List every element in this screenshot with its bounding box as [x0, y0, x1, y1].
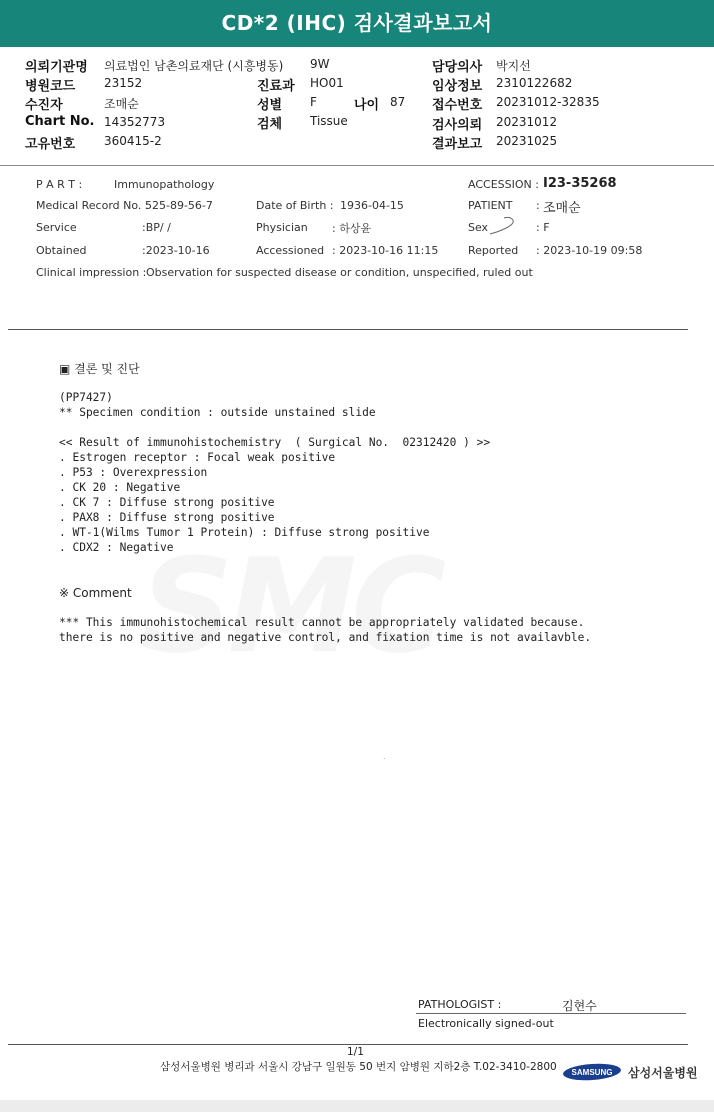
ihc-result-header: << Result of immunohistochemistry ( Surgical No. 02312420 ) >>: [59, 436, 491, 449]
ihc-result-line: . PAX8 : Diffuse strong positive: [59, 511, 275, 524]
accessioned-label: Accessioned: [256, 244, 325, 257]
sex-label: 성별: [257, 98, 283, 113]
dob-value: 1936-04-15: [340, 199, 404, 212]
obtained-label: Obtained: [36, 244, 87, 257]
reported-value: : 2023-10-19 09:58: [536, 244, 643, 257]
report-patient-label: PATIENT: [468, 199, 513, 212]
watermark-logo: [140, 530, 440, 682]
clinical-impression-label: Clinical impression :: [36, 266, 147, 279]
mrn-value: 525-89-56-7: [145, 199, 213, 212]
dot-mark: .: [383, 752, 386, 761]
receipt-label: 접수번호: [432, 98, 483, 113]
request-value: 20231012: [496, 115, 558, 129]
chart-value: 14352773: [104, 115, 166, 129]
mrn-label: Medical Record No. :: [36, 199, 149, 212]
institution-label: 의뢰기관명: [25, 60, 88, 75]
comment-heading: ※ Comment: [59, 586, 132, 600]
page-bottom-band: [0, 1100, 714, 1112]
section-heading: ▣ 결론 및 진단: [59, 362, 140, 376]
result-value: 20231025: [496, 134, 558, 148]
pp-number: (PP7427): [59, 391, 113, 404]
physician-value: : 하상윤: [332, 222, 372, 235]
pathologist-name: 김현수: [562, 999, 597, 1013]
clinical-impression-value: Observation for suspected disease or condition, unspecified, ruled out: [146, 266, 533, 279]
accessioned-value: : 2023-10-16 11:15: [332, 244, 439, 257]
part-value: Immunopathology: [114, 178, 215, 191]
patient-label: 수진자: [25, 98, 63, 113]
ihc-result-line: . Estrogen receptor : Focal weak positive: [59, 451, 336, 464]
patient-value: 조매순: [104, 97, 139, 111]
report-sex-value: : F: [536, 221, 550, 234]
samsung-logo-text: SAMSUNG: [571, 1068, 613, 1077]
physician-label: Physician: [256, 221, 308, 234]
page-number: 1/1: [347, 1046, 364, 1058]
accession-label: ACCESSION :: [468, 178, 539, 191]
dept-label: 진료과: [257, 79, 295, 94]
dept-value: HO01: [310, 76, 344, 90]
ihc-result-line: . P53 : Overexpression: [59, 466, 208, 479]
specimen-label: 검체: [257, 117, 283, 132]
footer-divider: [8, 1044, 688, 1045]
service-value: :BP/ /: [142, 221, 171, 234]
ihc-result-line: . CK 7 : Diffuse strong positive: [59, 496, 275, 509]
footer-address: 삼성서울병원 병리과 서울시 강남구 일원동 50 번지 암병원 지하2층 T.02-3410-2800: [160, 1061, 557, 1073]
receipt-value: 20231012-32835: [496, 95, 600, 109]
ward-value: 9W: [310, 57, 330, 71]
dob-label: Date of Birth :: [256, 199, 334, 212]
unique-label: 고유번호: [25, 137, 76, 152]
pathologist-label: PATHOLOGIST :: [418, 998, 502, 1011]
report-title: CD*2 (IHC) 검사결과보고서: [0, 0, 714, 47]
handwritten-mark-icon: [486, 212, 526, 238]
hospital-code-value: 23152: [104, 76, 143, 90]
samsung-logo-icon: [562, 1063, 622, 1081]
age-label: 나이: [354, 98, 380, 113]
specimen-value: Tissue: [310, 114, 348, 128]
request-header: [0, 47, 714, 165]
specimen-condition: ** Specimen condition : outside unstained slide: [59, 406, 376, 419]
ihc-result-line: . CDX2 : Negative: [59, 541, 174, 554]
report-sex-label: Sex: [468, 221, 489, 234]
signature-line: [416, 1013, 686, 1014]
obtained-value: :2023-10-16: [142, 244, 210, 257]
sex-value: F: [310, 95, 317, 109]
clinical-info-value: 2310122682: [496, 76, 573, 90]
comment-line: *** This immunohistochemical result cannot be appropriately validated because.: [59, 616, 585, 629]
request-label: 검사의뢰: [432, 118, 483, 133]
age-value: 87: [390, 95, 406, 109]
service-label: Service: [36, 221, 77, 234]
clinical-info-label: 임상정보: [432, 79, 483, 94]
chart-label: Chart No.: [25, 114, 95, 129]
comment-line: there is no positive and negative control, and fixation time is not availavble.: [59, 631, 592, 644]
header-divider: [0, 165, 714, 166]
hospital-name: 삼성서울병원: [628, 1066, 698, 1080]
report-divider: [8, 329, 688, 330]
accession-value: I23-35268: [543, 176, 617, 191]
report-patient-colon: :: [536, 199, 540, 212]
signed-status: Electronically signed-out: [418, 1017, 554, 1030]
ihc-result-line: . WT-1(Wilms Tumor 1 Protein) : Diffuse strong positive: [59, 526, 430, 539]
hospital-code-label: 병원코드: [25, 79, 76, 94]
result-label: 결과보고: [432, 137, 483, 152]
reported-label: Reported: [468, 244, 519, 257]
institution-value: 의료법인 남촌의료재단 (시흥병동): [104, 59, 284, 73]
doctor-value: 박지선: [496, 59, 531, 73]
ihc-result-line: . CK 20 : Negative: [59, 481, 181, 494]
unique-value: 360415-2: [104, 134, 162, 148]
report-patient-value: 조매순: [543, 201, 581, 216]
part-label: P A R T :: [36, 178, 83, 191]
doctor-label: 담당의사: [432, 60, 483, 75]
